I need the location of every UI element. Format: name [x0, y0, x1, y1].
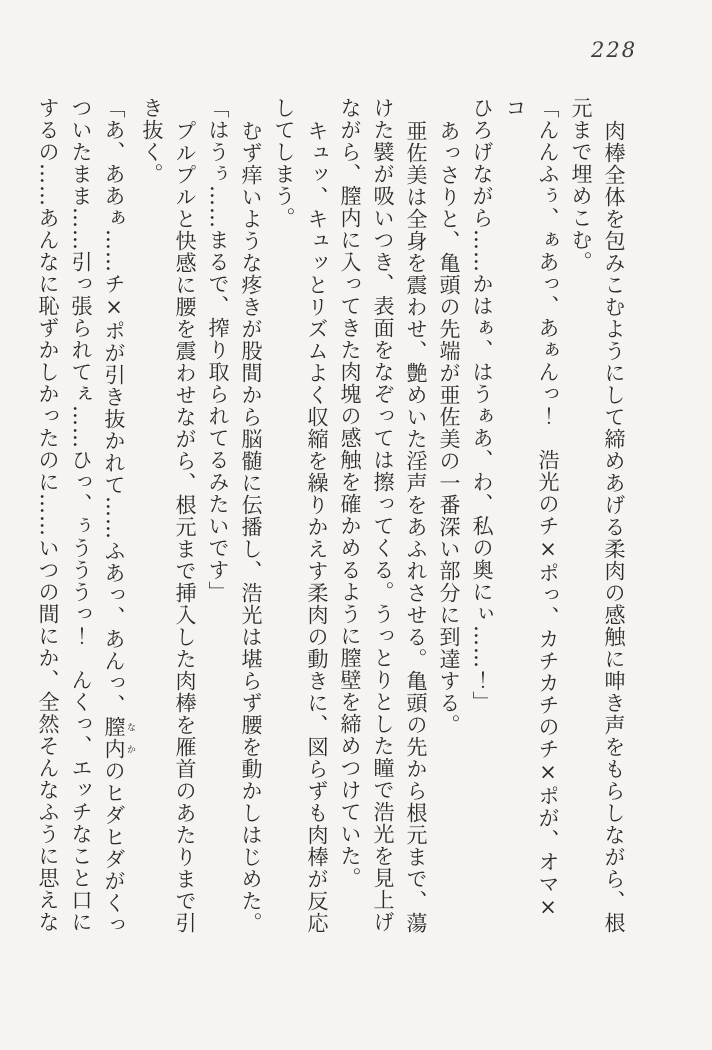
text-line: キュッ、キュッとリズムよく収縮を繰りかえす柔肉の動きに、図らずも肉棒が反応 [305, 120, 329, 934]
text-line: むず痒いような疼きが股間から脳髄に伝播し、浩光は堪らず腰を動かしはじめた。 [239, 120, 263, 934]
text-line: けた襞が吸いつき、表面をなぞっては擦ってくる。うっとりとした瞳で浩光を見上げ [371, 97, 395, 933]
text-line: ひろげながら……かはぁ、はうぁあ、わ、私の奥にぃ……！」 [470, 97, 494, 713]
text-line: 「あ、ああぁ……チ×ポが引き抜かれて……ふあっ、あんっ、膣内 なかのヒダヒダがくっ [102, 97, 135, 936]
text-line: 亜佐美は全身を震わせ、艶めいた淫声をあふれさせる。亀頭の先から根元まで、蕩 [404, 120, 428, 934]
text-line: ついたまま……引っ張られてぇ……ひっ、ぅうううっ！ んくっ、エッチなこと口に [69, 97, 93, 933]
body-text [31, 97, 630, 937]
text-line: 肉棒全体を包みこむようにして締めあげる柔肉の感触に呻き声をもらしながら、根 [602, 120, 626, 934]
text-line: してしまう。 [272, 97, 296, 229]
text-line: あっさりと、亀頭の先端が亜佐美の一番深い部分に到達する。 [437, 120, 461, 736]
text-line: 「んんふぅ、ぁあっ、あぁんっ！ 浩光のチ×ポっ、カチカチのチ×ポが、オマ×コ [503, 97, 560, 920]
ruby-annotated-word: 膣内 なか [102, 716, 135, 760]
text-line: するの……あんなに恥ずかしかったのに……いつの間にか、全然そんなふうに思えな [36, 97, 60, 933]
text-line: 元まで埋めこむ。 [569, 97, 593, 273]
text-line: き抜く。 [140, 97, 164, 185]
text-line: プルプルと快感に腰を震わせながら、根元まで挿入した肉棒を雁首のあたりまで引 [173, 120, 197, 934]
text-line: ながら、膣内に入ってきた肉塊の感触を確かめるように膣壁を締めつけていた。 [338, 97, 362, 889]
text-line: 「はうぅ……まるで、搾り取られてるみたいです」 [206, 97, 230, 603]
page-number: 228 [591, 38, 638, 62]
